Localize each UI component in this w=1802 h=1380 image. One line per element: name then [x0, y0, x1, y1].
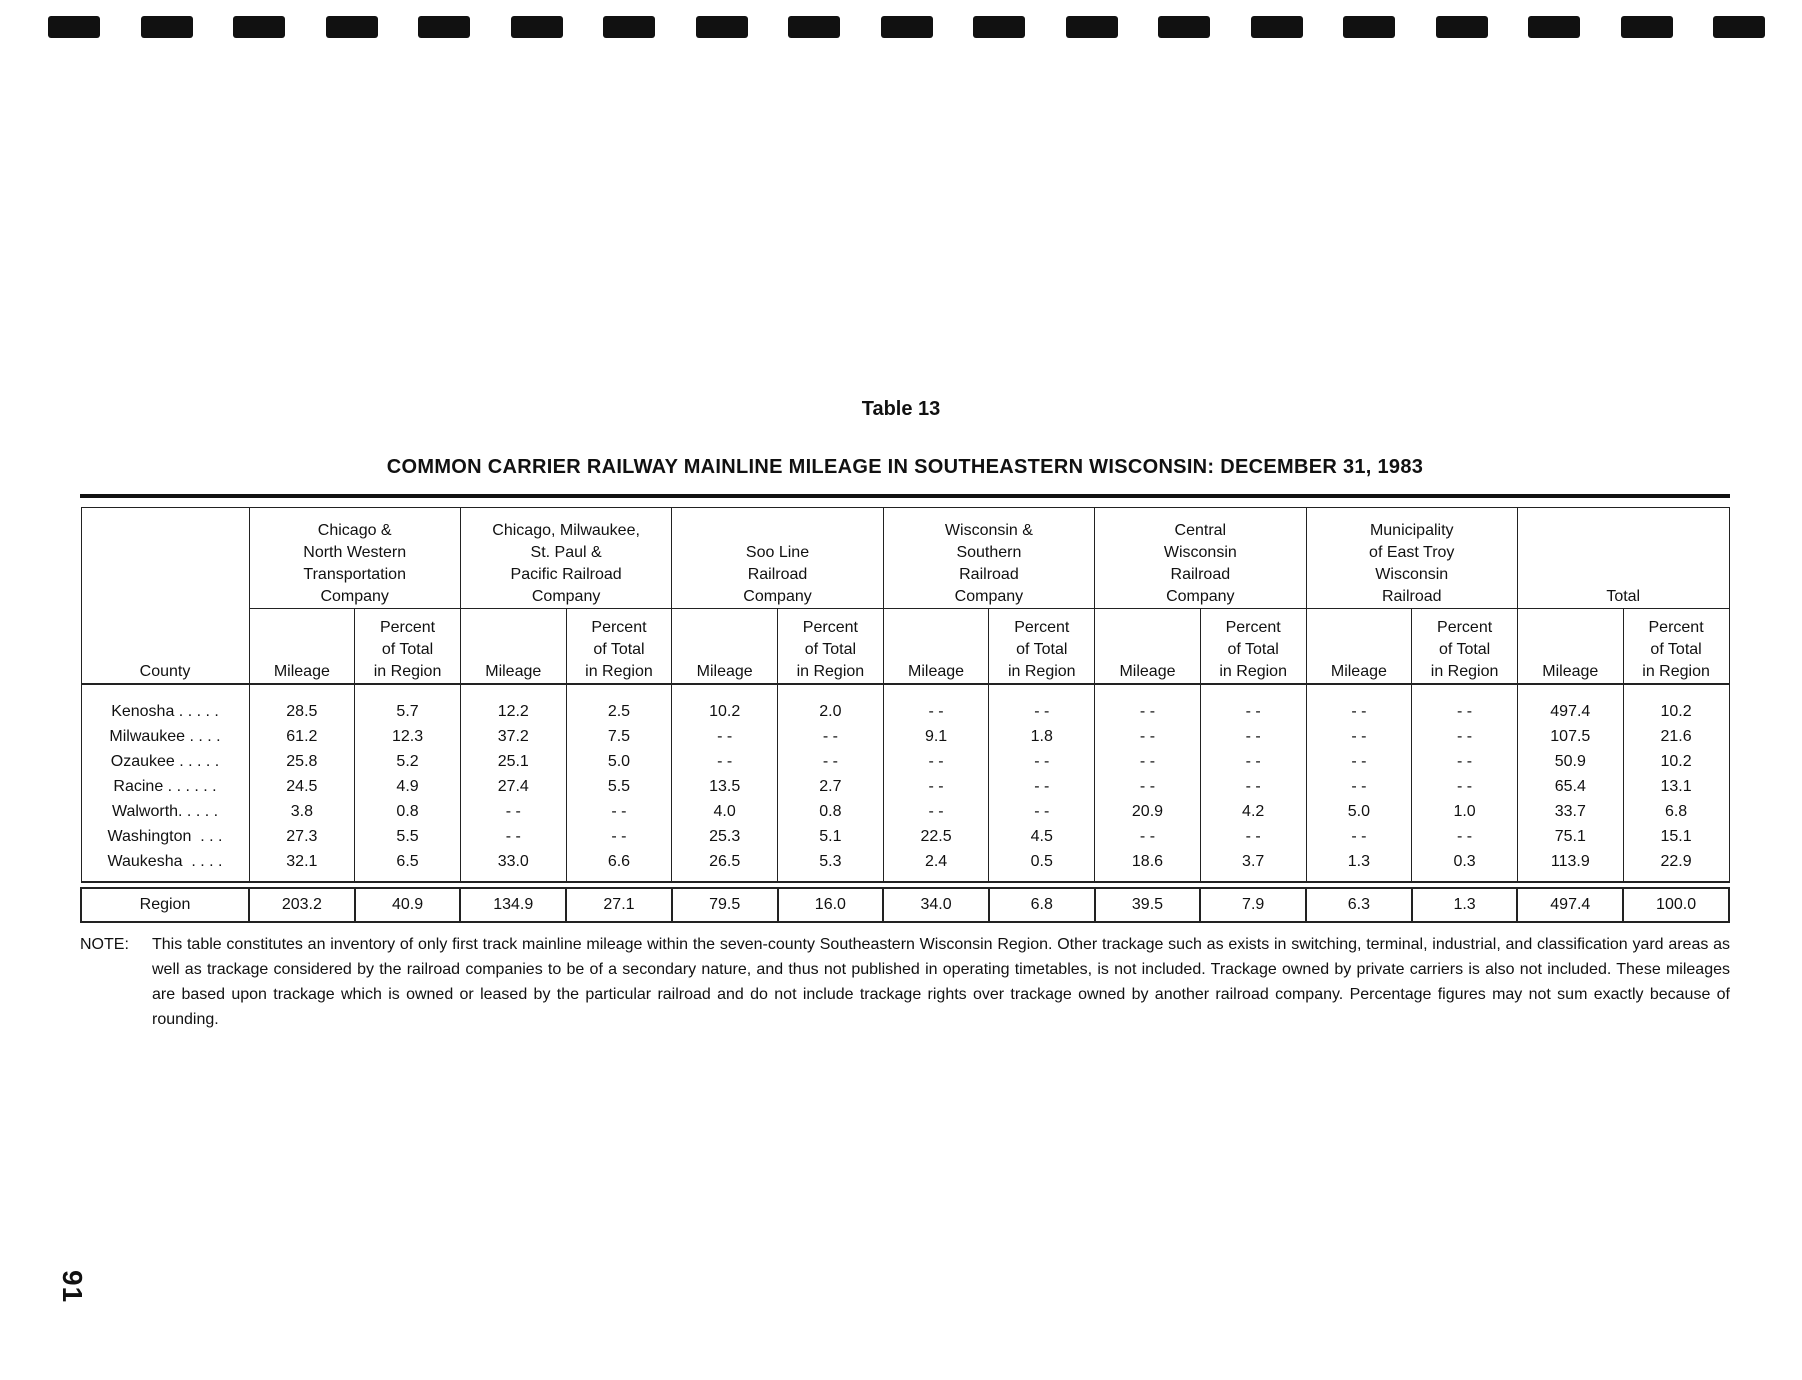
percent-cell: 1.8 [989, 724, 1095, 749]
percent-header-line: of Total [593, 641, 645, 658]
percent-cell: 5.0 [566, 749, 672, 774]
mileage-cell: - - [1095, 724, 1201, 749]
binding-hole [1066, 16, 1118, 38]
mileage-header: Mileage [1306, 609, 1412, 685]
mileage-cell: 2.4 [883, 849, 989, 882]
mileage-cell: 4.0 [672, 799, 778, 824]
note-label: NOTE: [80, 936, 129, 953]
percent-cell: 5.3 [778, 849, 884, 882]
company-header-line: St. Paul & [530, 544, 602, 561]
company-header-line: Total [1606, 588, 1641, 605]
percent-cell: 4.9 [355, 774, 461, 799]
percent-cell: 5.1 [778, 824, 884, 849]
percent-cell: - - [1200, 724, 1306, 749]
percent-header-line: in Region [796, 663, 865, 680]
percent-cell: 5.5 [355, 824, 461, 849]
mileage-cell: 37.2 [460, 724, 566, 749]
percent-cell: 1.0 [1412, 799, 1518, 824]
percent-cell: 7.5 [566, 724, 672, 749]
percent-cell: 21.6 [1623, 724, 1729, 749]
company-header-line: Wisconsin & [944, 522, 1033, 539]
binding-hole [603, 16, 655, 38]
county-cell: Washington . . . [81, 824, 249, 849]
mileage-cell: 61.2 [249, 724, 355, 749]
note-text: This table constitutes an inventory of only first track mainline mileage within the seven-county Southeastern Wisconsin Region. Other trackage such as exists in switching, terminal, industrial, and classification yard areas as well as trackage considered by the railroad companies to be of a secondary nature, and thus not published in operating timetables, is not included. Trackage owned by private carriers is also not included. These mileages are based upon trackage which is owned or leased by the particular railroad and do not include trackage rights over trackage owned by another railroad company. Percentage figures may not sum exactly because of rounding. [152, 936, 1730, 1028]
company-header-line: Railroad [1170, 566, 1231, 583]
mileage-cell: 3.8 [249, 799, 355, 824]
county-cell: Racine . . . . . . [81, 774, 249, 799]
company-header-line: Company [320, 588, 389, 605]
region-label: Region [81, 888, 249, 922]
percent-header-line: Percent [802, 619, 858, 636]
percent-header-line: Percent [1648, 619, 1704, 636]
binding-hole [1158, 16, 1210, 38]
binding-hole [1343, 16, 1395, 38]
company-header-line: Railroad [747, 566, 808, 583]
percent-cell: 12.3 [355, 724, 461, 749]
percent-cell: - - [1412, 684, 1518, 724]
page-number: 91 [57, 1270, 88, 1304]
percent-cell: 2.7 [778, 774, 884, 799]
percent-cell: 10.2 [1623, 684, 1729, 724]
table-row [81, 749, 1729, 774]
mileage-cell: 25.8 [249, 749, 355, 774]
percent-header-line: in Region [585, 663, 653, 680]
table-row [81, 824, 1729, 849]
percent-cell: - - [1412, 824, 1518, 849]
binding-hole [1436, 16, 1488, 38]
percent-cell: - - [989, 799, 1095, 824]
percent-header-line: in Region [1430, 663, 1499, 680]
company-header-line: Southern [956, 544, 1022, 561]
company-header-line: of East Troy [1369, 544, 1455, 561]
region-percent-cell: 27.1 [566, 888, 672, 922]
county-header: County [81, 508, 249, 685]
percent-cell: 22.9 [1623, 849, 1729, 882]
company-header [1306, 508, 1517, 609]
table-note [80, 932, 1730, 1032]
mileage-cell: 9.1 [883, 724, 989, 749]
company-header [460, 508, 671, 609]
percent-header [1200, 609, 1306, 685]
percent-cell: - - [1200, 684, 1306, 724]
mileage-cell: - - [1306, 684, 1412, 724]
mileage-cell: - - [883, 774, 989, 799]
company-header-line: Company [954, 588, 1024, 605]
percent-header [1412, 609, 1518, 685]
percent-cell: 6.8 [1623, 799, 1729, 824]
binding-hole [973, 16, 1025, 38]
percent-cell: 3.7 [1200, 849, 1306, 882]
mileage-cell: 27.3 [249, 824, 355, 849]
percent-header-line: of Total [1650, 641, 1702, 658]
mileage-cell: - - [672, 724, 778, 749]
company-header-line: North Western [303, 544, 407, 561]
percent-cell: 0.8 [778, 799, 884, 824]
mileage-cell: - - [1095, 749, 1201, 774]
percent-cell: 2.0 [778, 684, 884, 724]
percent-cell: 6.5 [355, 849, 461, 882]
county-cell: Walworth. . . . . [81, 799, 249, 824]
binding-hole [511, 16, 563, 38]
mileage-cell: 26.5 [672, 849, 778, 882]
mileage-table [80, 507, 1730, 923]
mileage-cell: 113.9 [1517, 849, 1623, 882]
percent-cell: - - [778, 724, 884, 749]
mileage-cell: 65.4 [1517, 774, 1623, 799]
county-cell: Milwaukee . . . . [81, 724, 249, 749]
percent-header-line: Percent [379, 619, 436, 636]
percent-cell: 2.5 [566, 684, 672, 724]
mileage-cell: 10.2 [672, 684, 778, 724]
percent-header-line: Percent [1225, 619, 1281, 636]
mileage-cell: 50.9 [1517, 749, 1623, 774]
mileage-cell: - - [1306, 774, 1412, 799]
binding-hole [881, 16, 933, 38]
mileage-header: Mileage [883, 609, 989, 685]
binding-hole [418, 16, 470, 38]
mileage-cell: - - [1306, 724, 1412, 749]
mileage-cell: 18.6 [1095, 849, 1201, 882]
mileage-cell: 75.1 [1517, 824, 1623, 849]
table-title: COMMON CARRIER RAILWAY MAINLINE MILEAGE IN SOUTHEASTERN WISCONSIN: DECEMBER 31, 1983 [386, 456, 1424, 478]
county-cell: Kenosha . . . . . [81, 684, 249, 724]
mileage-cell: - - [1306, 749, 1412, 774]
company-header-line: Railroad [1381, 588, 1442, 605]
mileage-cell: 25.3 [672, 824, 778, 849]
percent-cell: - - [989, 684, 1095, 724]
percent-header-line: of Total [1227, 641, 1279, 658]
percent-cell: - - [566, 799, 672, 824]
percent-cell: - - [1412, 774, 1518, 799]
binding-holes [0, 14, 1802, 44]
mileage-cell: 22.5 [883, 824, 989, 849]
percent-cell: 0.8 [355, 799, 461, 824]
percent-cell: 13.1 [1623, 774, 1729, 799]
company-header [1517, 508, 1729, 609]
region-percent-cell: 1.3 [1412, 888, 1518, 922]
percent-cell: - - [1200, 824, 1306, 849]
region-percent-cell: 7.9 [1200, 888, 1306, 922]
percent-cell: 5.7 [355, 684, 461, 724]
mileage-header: Mileage [460, 609, 566, 685]
percent-header [355, 609, 461, 685]
percent-cell: - - [1200, 749, 1306, 774]
county-cell: Waukesha . . . . [81, 849, 249, 882]
mileage-cell: 28.5 [249, 684, 355, 724]
mileage-cell: - - [883, 684, 989, 724]
company-header-line: Pacific Railroad [510, 566, 622, 583]
percent-header [989, 609, 1095, 685]
table-row [81, 724, 1729, 749]
percent-cell: - - [989, 749, 1095, 774]
table-label: Table 13 [861, 398, 941, 420]
company-header-line: Transportation [303, 566, 406, 583]
percent-cell: - - [566, 824, 672, 849]
percent-header [1623, 609, 1729, 685]
mileage-cell: - - [460, 824, 566, 849]
percent-header-line: Percent [1437, 619, 1493, 636]
binding-hole [1621, 16, 1673, 38]
mileage-cell: 1.3 [1306, 849, 1412, 882]
region-percent-cell: 100.0 [1623, 888, 1729, 922]
region-mileage-cell: 34.0 [883, 888, 989, 922]
binding-hole [233, 16, 285, 38]
company-header-line: Chicago, Milwaukee, [492, 522, 640, 539]
mileage-header: Mileage [1517, 609, 1623, 685]
percent-cell: - - [1200, 774, 1306, 799]
percent-header-line: of Total [1438, 641, 1491, 658]
percent-header [566, 609, 672, 685]
region-mileage-cell: 134.9 [460, 888, 566, 922]
percent-header [778, 609, 884, 685]
percent-header-line: of Total [1016, 641, 1068, 658]
mileage-cell: 497.4 [1517, 684, 1623, 724]
mileage-cell: 13.5 [672, 774, 778, 799]
percent-header-line: of Total [381, 641, 434, 658]
mileage-cell: 107.5 [1517, 724, 1623, 749]
percent-header-line: in Region [373, 663, 442, 680]
mileage-cell: - - [883, 799, 989, 824]
percent-cell: - - [778, 749, 884, 774]
mileage-cell: - - [1095, 774, 1201, 799]
region-mileage-cell: 79.5 [672, 888, 778, 922]
company-header [1095, 508, 1306, 609]
company-header-line: Soo Line [745, 544, 810, 561]
mileage-cell: 27.4 [460, 774, 566, 799]
percent-cell: - - [1412, 724, 1518, 749]
mileage-header: Mileage [672, 609, 778, 685]
company-header-line: Company [1166, 588, 1235, 605]
mileage-cell: 33.0 [460, 849, 566, 882]
mileage-header: Mileage [1095, 609, 1201, 685]
percent-cell: - - [989, 774, 1095, 799]
percent-cell: 15.1 [1623, 824, 1729, 849]
mileage-cell: 5.0 [1306, 799, 1412, 824]
percent-cell: 6.6 [566, 849, 672, 882]
percent-cell: 10.2 [1623, 749, 1729, 774]
company-header-line: Company [531, 588, 601, 605]
table-row [81, 774, 1729, 799]
region-mileage-cell: 39.5 [1095, 888, 1201, 922]
percent-cell: 5.5 [566, 774, 672, 799]
mileage-cell: - - [460, 799, 566, 824]
mileage-cell: 25.1 [460, 749, 566, 774]
mileage-cell: - - [1306, 824, 1412, 849]
mileage-cell: 20.9 [1095, 799, 1201, 824]
binding-hole [1528, 16, 1580, 38]
percent-cell: 4.2 [1200, 799, 1306, 824]
binding-hole [141, 16, 193, 38]
mileage-cell: - - [672, 749, 778, 774]
region-mileage-cell: 203.2 [249, 888, 355, 922]
company-header-line: Municipality [1369, 522, 1454, 539]
percent-cell: 4.5 [989, 824, 1095, 849]
mileage-cell: 33.7 [1517, 799, 1623, 824]
table-row [81, 684, 1729, 724]
percent-cell: - - [1412, 749, 1518, 774]
company-header-line: Wisconsin [1163, 544, 1237, 561]
table-row [81, 799, 1729, 824]
binding-hole [326, 16, 378, 38]
company-header-line: Central [1174, 522, 1227, 539]
table-row [81, 849, 1729, 882]
binding-hole [788, 16, 840, 38]
percent-header-line: in Region [1007, 663, 1076, 680]
percent-header-line: of Total [804, 641, 857, 658]
mileage-cell: - - [1095, 684, 1201, 724]
company-header-line: Chicago & [317, 522, 392, 539]
mileage-cell: - - [1095, 824, 1201, 849]
binding-hole [1251, 16, 1303, 38]
percent-cell: 0.5 [989, 849, 1095, 882]
title-rule [80, 494, 1730, 498]
mileage-header: Mileage [249, 609, 355, 685]
percent-header-line: Percent [1014, 619, 1070, 636]
company-header-line: Company [743, 588, 812, 605]
company-header-line: Wisconsin [1375, 566, 1449, 583]
mileage-cell: 12.2 [460, 684, 566, 724]
company-header [883, 508, 1094, 609]
region-percent-cell: 16.0 [778, 888, 884, 922]
region-percent-cell: 40.9 [355, 888, 461, 922]
county-cell: Ozaukee . . . . . [81, 749, 249, 774]
percent-cell: 0.3 [1412, 849, 1518, 882]
percent-header-line: Percent [591, 619, 647, 636]
mileage-cell: 32.1 [249, 849, 355, 882]
company-header [249, 508, 460, 609]
region-mileage-cell: 6.3 [1306, 888, 1412, 922]
region-percent-cell: 6.8 [989, 888, 1095, 922]
binding-hole [1713, 16, 1765, 38]
company-header-line: Railroad [959, 566, 1019, 583]
binding-hole [48, 16, 100, 38]
mileage-cell: - - [883, 749, 989, 774]
binding-hole [696, 16, 748, 38]
percent-cell: 5.2 [355, 749, 461, 774]
region-mileage-cell: 497.4 [1517, 888, 1623, 922]
mileage-cell: 24.5 [249, 774, 355, 799]
company-header [672, 508, 883, 609]
percent-header-line: in Region [1219, 663, 1287, 680]
percent-header-line: in Region [1642, 663, 1710, 680]
